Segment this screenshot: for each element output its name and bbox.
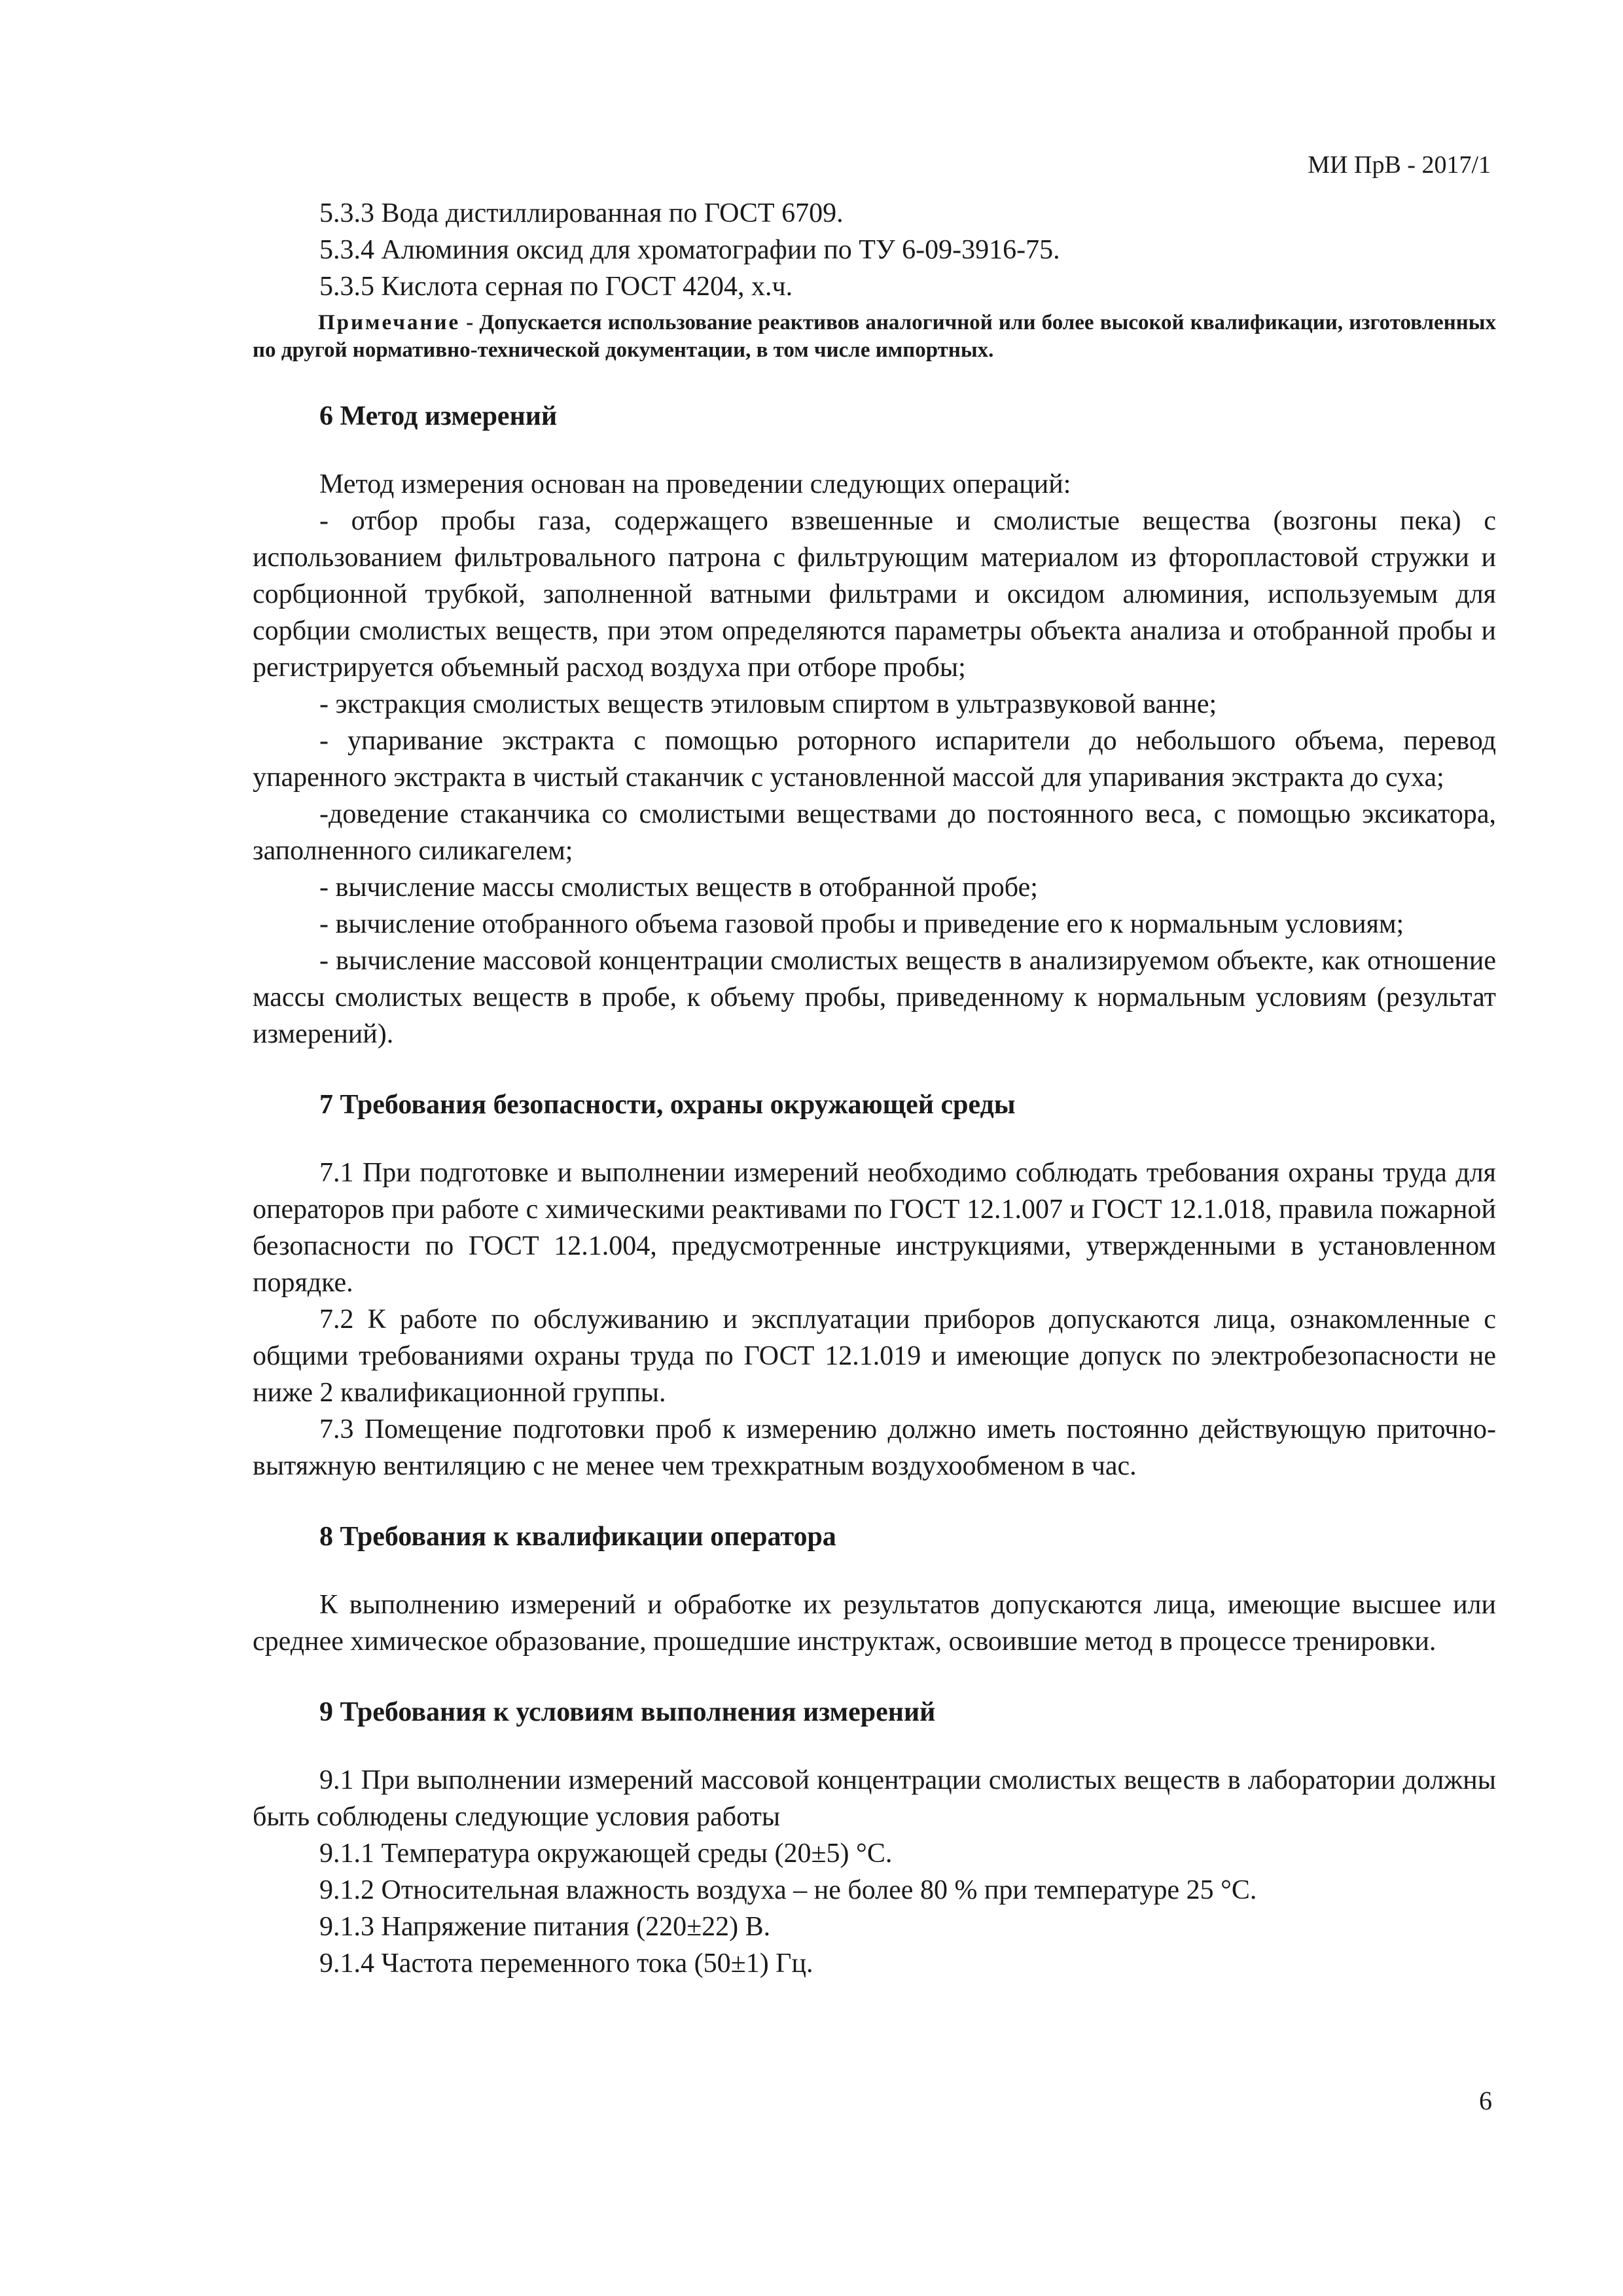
section-9-1-3: 9.1.3 Напряжение питания (220±22) В. — [319, 1912, 771, 1942]
section-6-op-3: - упаривание экстракта с помощью роторного испарители до небольшого объема, перевод упаренного экстракта в чистый стаканчик с установленной массой для упаривания экстракта до суха; — [253, 726, 1496, 793]
section-9-1: 9.1 При выполнении измерений массовой концентрации смолистых веществ в лаборатории должны быть соблюдены следующие условия работы — [253, 1765, 1496, 1832]
section-6-op-6: - вычисление отобранного объема газовой пробы и приведение его к нормальным условиям; — [319, 909, 1404, 939]
section-9-1-2: 9.1.2 Относительная влажность воздуха – не более 80 % при температуре 25 °С. — [319, 1875, 1257, 1905]
document-body — [253, 195, 1496, 1982]
section-7-3: 7.3 Помещение подготовки проб к измерению должно иметь постоянно действующую приточно-вытяжную вентиляцию с не менее чем трехкратным воздухообменом в час. — [253, 1414, 1496, 1481]
page-number: 6 — [1479, 2086, 1492, 2115]
item-5-3-5: 5.3.5 Кислота серная по ГОСТ 4204, х.ч. — [319, 272, 793, 302]
section-8-heading: 8 Требования к квалификации оператора — [319, 1522, 836, 1552]
section-6-op-5: - вычисление массы смолистых веществ в отобранной пробе; — [319, 872, 1038, 903]
note-label: Примечание — [318, 311, 461, 334]
section-7-1: 7.1 При подготовке и выполнении измерений необходимо соблюдать требования охраны труда для операторов при работе с химическими реактивами по ГОСТ 12.1.007 и ГОСТ 12.1.018, правила пожарной безопасности по ГОСТ 12.1.004, предусмотренные инструкциями, утвержденными в установленном порядке. — [253, 1158, 1496, 1298]
section-7-heading: 7 Требования безопасности, охраны окружающей среды — [319, 1090, 1016, 1120]
section-6-op-4: -доведение стаканчика со смолистыми веществами до постоянного веса, с помощью эксикатора, заполненного силикагелем; — [253, 799, 1496, 866]
item-5-3-3: 5.3.3 Вода дистиллированная по ГОСТ 6709. — [319, 198, 844, 228]
section-9-1-1: 9.1.1 Температура окружающей среды (20±5) °С. — [319, 1839, 893, 1869]
section-8-text: К выполнению измерений и обработке их результатов допускаются лица, имеющие высшее или среднее химическое образование, прошедшие инструктаж, освоившие метод в процессе тренировки. — [253, 1590, 1496, 1657]
section-9-1-4: 9.1.4 Частота переменного тока (50±1) Гц. — [319, 1948, 813, 1979]
section-6-op-7: - вычисление массовой концентрации смолистых веществ в анализируемом объекте, как отношение массы смолистых веществ в пробе, к объему пробы, приведенному к нормальным условиям (результат измерений). — [253, 946, 1496, 1049]
section-6-heading: 6 Метод измерений — [319, 401, 558, 431]
document-code: МИ ПрВ - 2017/1 — [1308, 151, 1491, 179]
section-7-2: 7.2 К работе по обслуживанию и эксплуатации приборов допускаются лица, ознакомленные с общими требованиями охраны труда по ГОСТ 12.1.019 и имеющие допуск по электробезопасности не ниже 2 квалификационной группы. — [253, 1304, 1496, 1408]
section-9-heading: 9 Требования к условиям выполнения измерений — [319, 1697, 936, 1727]
section-6-intro: Метод измерения основан на проведении следующих операций: — [319, 469, 1071, 499]
item-5-3-4: 5.3.4 Алюминия оксид для хроматографии по ТУ 6-09-3916-75. — [319, 235, 1060, 265]
section-6-op-2: - экстракция смолистых веществ этиловым спиртом в ультразвуковой ванне; — [319, 689, 1217, 719]
section-6-op-1: - отбор пробы газа, содержащего взвешенные и смолистые вещества (возгоны пека) с использованием фильтровального патрона с фильтрующим материалом из фторопластовой стружки и сорбционной трубкой, заполненной ватными фильтрами и оксидом алюминия, используемым для сорбции смолистых веществ, при этом определяются параметры объекта анализа и отобранной пробы и регистрируется объемный расход воздуха при отборе пробы; — [253, 506, 1496, 683]
note-text: - Допускается использование реактивов аналогичной или более высокой квалификации, изготовленных по другой нормативно-технической документации, в том числе импортных. — [253, 311, 1496, 362]
note-paragraph — [253, 309, 1496, 364]
